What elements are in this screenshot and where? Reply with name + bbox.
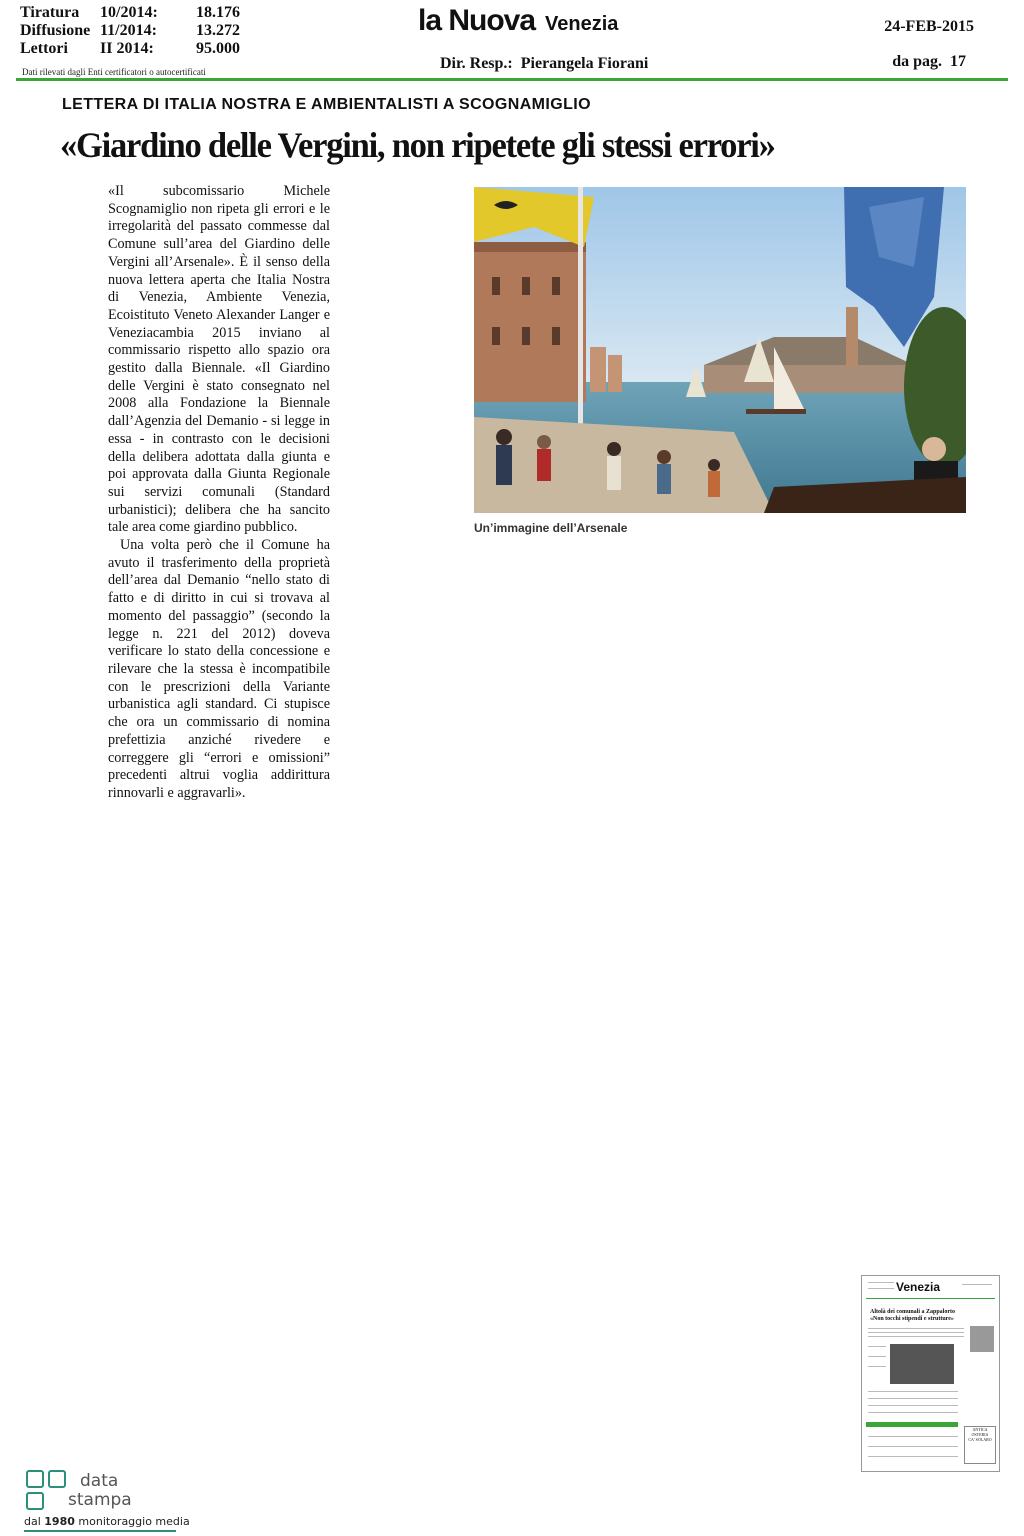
article-body xyxy=(108,183,330,803)
masthead-city: Venezia xyxy=(545,13,619,35)
thumb-green-rule xyxy=(866,1298,995,1299)
thumb-text-line xyxy=(868,1332,964,1333)
stat-row-lettori xyxy=(20,40,256,58)
logo-rule xyxy=(24,1530,176,1532)
masthead-brand: la Nuova xyxy=(418,4,536,37)
logo-word-data: data xyxy=(80,1471,119,1491)
issue-date: 24-FEB-2015 xyxy=(884,18,974,35)
director-name: Pierangela Fiorani xyxy=(520,55,649,72)
logo-square-icon xyxy=(26,1492,44,1510)
logo-word-stampa: stampa xyxy=(68,1490,132,1510)
article-paragraph: Una volta però che il Comune ha avuto il trasferimento della proprietà dell’area dal Demanio “nello stato di fatto e di diritto in cui si trovava al momento del passaggio” (secondo la legge n. 221 del 2012) doveva verificare lo stato della concessione e rilevare che la stessa è incompatibile con le prescrizioni della Variante urbanistica agli standard. Ci stupisce che ora un commissario di nomina prefettizia anziché rivedere e correggere gli “errori e omissioni” precedenti altrui voglia addirittura rinnovarli e aggravarli». xyxy=(108,537,330,801)
stat-row-diffusione xyxy=(20,22,256,40)
logo-tag-rest: monitoraggio media xyxy=(78,1515,190,1528)
stat-value: 13.272 xyxy=(196,22,240,39)
logo-tagline xyxy=(24,1515,190,1528)
article-kicker: LETTERA DI ITALIA NOSTRA E AMBIENTALISTI A SCOGNAMIGLIO xyxy=(62,96,591,113)
thumb-text-line xyxy=(868,1336,964,1337)
stat-label: Diffusione xyxy=(20,22,91,39)
stat-label: Tiratura xyxy=(20,4,80,21)
logo-square-icon xyxy=(26,1470,44,1488)
thumb-photo xyxy=(890,1344,954,1384)
logo-tag-year: 1980 xyxy=(44,1515,75,1528)
thumb-rule xyxy=(868,1282,894,1283)
thumb-text-line xyxy=(868,1398,958,1399)
thumb-portrait xyxy=(970,1326,994,1352)
thumb-text-line xyxy=(868,1446,958,1447)
arsenale-photo-illustration xyxy=(474,187,966,513)
director-label: Dir. Resp.: xyxy=(440,55,513,72)
stat-value: 95.000 xyxy=(196,40,240,57)
datastampa-logo xyxy=(24,1466,190,1534)
header-rule xyxy=(16,78,1008,81)
thumb-advert xyxy=(964,1426,996,1464)
thumb-rule xyxy=(962,1284,992,1285)
stat-period: 11/2014: xyxy=(100,22,157,39)
page-thumbnail xyxy=(861,1275,1000,1472)
circulation-stats xyxy=(20,4,256,58)
newspaper-masthead xyxy=(418,4,618,38)
thumb-text-line xyxy=(868,1366,886,1367)
page-number: 17 xyxy=(950,53,966,70)
stat-row-tiratura xyxy=(20,4,256,22)
logo-square-icon xyxy=(48,1470,66,1488)
thumb-text-line xyxy=(868,1456,958,1457)
thumb-headline-line: Altolà dei comunali a Zappalorto xyxy=(870,1309,956,1315)
thumb-text-line xyxy=(868,1412,958,1413)
director-line xyxy=(440,55,648,73)
thumb-text-line xyxy=(868,1405,958,1406)
stat-period: II 2014: xyxy=(100,40,154,57)
thumb-ad-line: ANTICA OSTERIA xyxy=(971,1427,989,1437)
thumb-green-bar xyxy=(866,1422,958,1427)
article-paragraph: «Il subcomissario Michele Scognamiglio non ripeta gli errori e le irregolarità del passato commesse dal Comune sull’area del Giardino delle Vergini all’Arsenale». È il senso della nuova lettera aperta che Italia Nostra di Venezia, Ambiente Venezia, Ecoistituto Veneto Alexander Langer e Veneziacambia 2015 inviano al commissario rispetto allo spazio ora gestito dalla Biennale. «Il Giardino delle Vergini è stato consegnato nel 2008 alla Fondazione la Biennale dall’Agenzia del Demanio - si legge in essa - in contrasto con le decisioni della delibera adottata dalla giunta e poi approvata dalla Giunta Regionale sui servizi comunali (Standard urbanistici); delibera che ha sancito tale area come giardino pubblico. xyxy=(108,183,330,536)
page-label: da pag. xyxy=(892,53,942,70)
thumb-masthead: Venezia xyxy=(896,1280,941,1294)
stat-value: 18.176 xyxy=(196,4,240,21)
certification-note: Dati rilevati dagli Enti certificatori o autocertificati xyxy=(22,67,206,77)
thumb-rule xyxy=(868,1288,894,1289)
thumb-text-line xyxy=(868,1346,886,1347)
thumb-headline xyxy=(870,1309,994,1323)
thumb-text-line xyxy=(868,1328,964,1329)
logo-tag-prefix: dal xyxy=(24,1515,41,1528)
article-headline: «Giardino delle Vergini, non ripetete gli stessi errori» xyxy=(60,125,775,165)
thumb-text-line xyxy=(868,1436,958,1437)
thumb-headline-line: «Non tocchi stipendi e strutture» xyxy=(870,1316,954,1322)
thumb-ad-line: CA' SOLARO xyxy=(968,1437,992,1442)
stat-label: Lettori xyxy=(20,40,68,57)
thumb-text-line xyxy=(868,1391,958,1392)
arsenale-photo xyxy=(474,187,966,513)
photo-caption: Un’immagine dell’Arsenale xyxy=(474,521,628,535)
thumb-text-line xyxy=(868,1356,886,1357)
stat-period: 10/2014: xyxy=(100,4,158,21)
page-reference xyxy=(892,53,966,71)
